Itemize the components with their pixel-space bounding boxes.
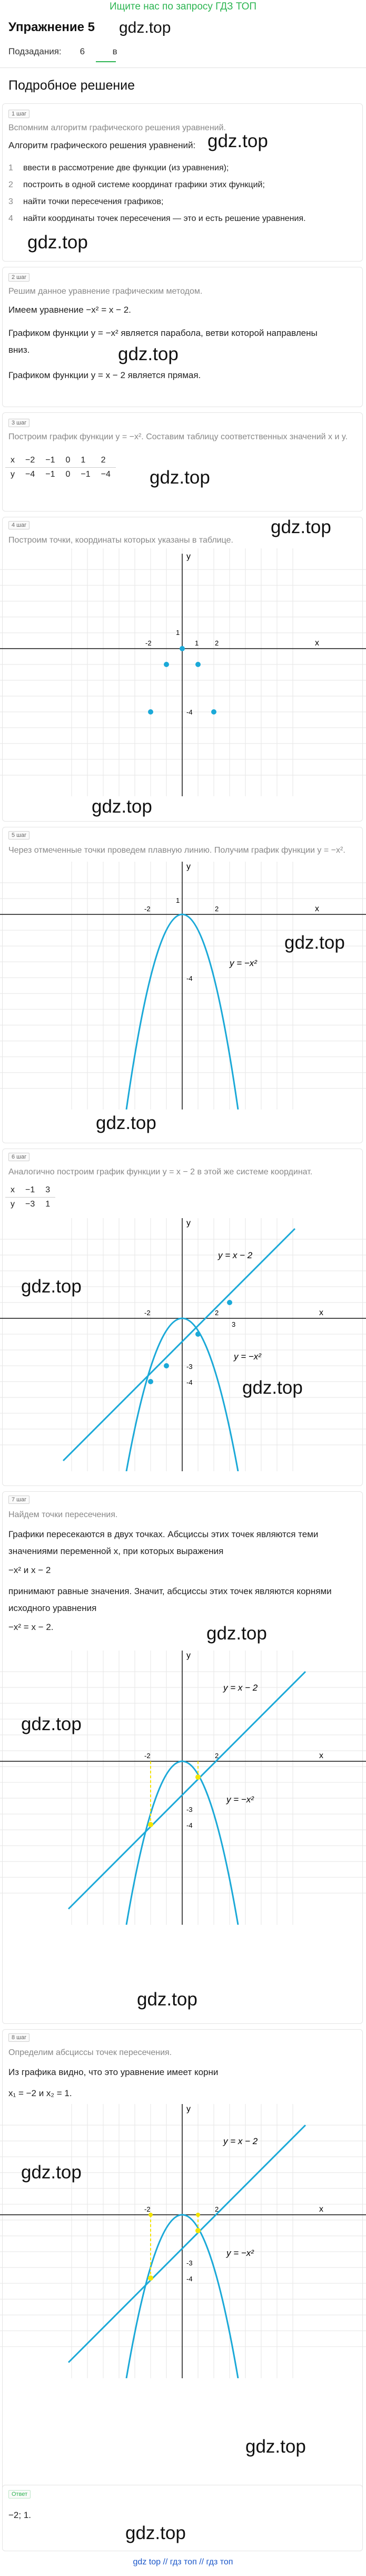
grid xyxy=(0,1218,366,1471)
watermark: gdz.top xyxy=(92,796,152,817)
tick-label: 2 xyxy=(215,1309,219,1317)
line-label: y = x − 2 xyxy=(223,1683,258,1693)
tick-label: 3 xyxy=(232,1320,236,1328)
line-label: y = x − 2 xyxy=(223,2136,258,2146)
algorithm-item xyxy=(8,197,163,207)
step-badge: 6 шаг xyxy=(8,1153,29,1161)
line-graph xyxy=(63,1229,295,1461)
tick-label: -2 xyxy=(144,905,151,913)
root-marker xyxy=(196,2213,200,2217)
tick-label: -4 xyxy=(186,1378,193,1386)
y-axis-label: y xyxy=(186,862,191,871)
point xyxy=(227,1300,232,1305)
tick-label: -3 xyxy=(186,1806,193,1813)
tick-label: 1 xyxy=(176,629,180,636)
divider xyxy=(0,67,366,68)
item-number: 2 xyxy=(8,180,13,189)
point xyxy=(148,1379,153,1384)
table-row xyxy=(5,454,116,468)
intersection-point xyxy=(195,2228,201,2233)
watermark: gdz.top xyxy=(207,131,268,151)
tick-label: -2 xyxy=(144,1752,151,1760)
grid xyxy=(0,1651,366,1925)
step-badge: 3 шаг xyxy=(8,419,29,427)
table-cell: −1 xyxy=(45,456,55,465)
step-1-intro: Вспомним алгоритм графического решения уравнений. xyxy=(8,123,226,132)
table-cell: −1 xyxy=(40,468,60,482)
x-axis-label: x xyxy=(319,1751,323,1760)
item-number: 1 xyxy=(8,163,13,172)
tick-label: 1 xyxy=(176,896,180,904)
step-badge: 4 шаг xyxy=(8,521,29,529)
table-header: y xyxy=(5,1198,20,1212)
table-header: x xyxy=(11,456,15,465)
y-axis-label: y xyxy=(186,1651,191,1660)
watermark: gdz.top xyxy=(27,232,88,253)
parabola-graph xyxy=(0,862,366,1109)
expressions-line: −x² и x − 2 xyxy=(8,1565,51,1575)
watermark: gdz.top xyxy=(21,1714,82,1734)
tick-label: -3 xyxy=(186,2259,193,2267)
roots-text: Из графика видно, что это уравнение имеет корни xyxy=(8,2067,219,2077)
line-graph xyxy=(68,1672,305,1909)
grid xyxy=(0,862,366,1109)
table-cell: −2 xyxy=(25,456,35,465)
reasoning-line: значениями переменной x, при которых выражения xyxy=(8,1546,224,1556)
y-axis-label: y xyxy=(186,2105,191,2114)
parabola-label: y = −x² xyxy=(226,2248,254,2258)
table-cell: −4 xyxy=(20,468,40,482)
table-cell: 0 xyxy=(61,468,76,482)
step-7-intro: Найдем точки пересечения. xyxy=(8,1510,118,1519)
grid xyxy=(0,2104,366,2378)
exercise-title: Упражнение 5 xyxy=(8,20,95,34)
tick-label: -4 xyxy=(186,1821,193,1829)
x-axis-label: x xyxy=(319,2205,323,2214)
answer-badge: Ответ xyxy=(8,2490,31,2498)
x-axis-label: x xyxy=(315,904,319,913)
point xyxy=(195,662,201,667)
parabola-label: y = −x² xyxy=(230,958,257,968)
subtask-label: Подзадания: xyxy=(8,46,62,56)
watermark: gdz.top xyxy=(150,467,210,488)
line-graph xyxy=(68,2125,305,2362)
step-2-intro: Решим данное уравнение графическим методом. xyxy=(8,287,203,296)
table-cell: −1 xyxy=(25,1185,35,1194)
roots-values: x₁ = −2 и x₂ = 1. xyxy=(8,2088,72,2098)
values-table xyxy=(5,454,116,481)
step-8-intro: Определим абсциссы точек пересечения. xyxy=(8,2048,172,2057)
step-badge: 5 шаг xyxy=(8,831,29,840)
intersection-point xyxy=(148,1822,153,1827)
algorithm-title: Алгоритм графического решения уравнений: xyxy=(8,140,196,150)
watermark: gdz.top xyxy=(271,517,331,537)
point xyxy=(211,709,216,715)
tick-label: -2 xyxy=(144,2205,151,2213)
roots-graph xyxy=(0,2104,366,2378)
tick-label: -2 xyxy=(144,1309,151,1317)
watermark: gdz.top xyxy=(245,2436,306,2457)
parabola-text-cont: вниз. xyxy=(8,345,30,355)
parabola-label: y = −x² xyxy=(226,1794,254,1805)
point xyxy=(195,1332,201,1337)
tick-label: 2 xyxy=(215,905,219,913)
subtask-option-selected[interactable]: в xyxy=(112,46,117,56)
step-badge: 7 шаг xyxy=(8,1496,29,1504)
step-badge: 2 шаг xyxy=(8,273,29,282)
table-cell: 0 xyxy=(65,456,71,465)
reasoning-line: принимают равные значения. Значит, абсциссы этих точек являются корнями xyxy=(8,1586,332,1596)
footer-links[interactable]: gdz top // гдз топ // гдз топ xyxy=(133,2558,233,2567)
intersection-graph-highlighted xyxy=(0,1651,366,1925)
tick-label: -3 xyxy=(186,1363,193,1371)
table-cell: −3 xyxy=(20,1198,40,1212)
parabola-label: y = −x² xyxy=(234,1352,261,1362)
algorithm-item xyxy=(8,214,306,224)
tick-label: 2 xyxy=(215,2205,219,2213)
points-graph xyxy=(0,548,366,796)
reasoning-line: исходного уравнения xyxy=(8,1603,97,1613)
table-cell: 2 xyxy=(101,456,106,465)
tick-label: 2 xyxy=(215,1752,219,1760)
step-badge: 8 шаг xyxy=(8,2033,29,2042)
point xyxy=(148,709,153,715)
item-number: 3 xyxy=(8,197,13,206)
step-6-intro: Аналогично построим график функции y = x − 2 в этой же системе координат. xyxy=(8,1168,313,1176)
y-axis-label: y xyxy=(186,552,191,561)
intersection-graph xyxy=(0,1218,366,1471)
watermark: gdz.top xyxy=(21,2162,82,2183)
x-axis-label: x xyxy=(315,639,319,648)
table-header: y xyxy=(5,468,20,482)
point xyxy=(164,662,169,667)
y-axis-label: y xyxy=(186,1219,191,1228)
tick-label: 2 xyxy=(215,639,219,647)
watermark: gdz.top xyxy=(125,2523,186,2543)
equation-line: Имеем уравнение −x² = x − 2. xyxy=(8,305,131,315)
search-promo-link[interactable]: Ищите нас по запросу ГДЗ ТОП xyxy=(109,1,257,12)
item-text: найти точки пересечения графиков; xyxy=(23,197,164,206)
algorithm-item xyxy=(8,163,229,173)
subtask-selector xyxy=(8,46,124,57)
table-header: x xyxy=(11,1185,15,1194)
tick-label: -4 xyxy=(186,708,193,716)
table-cell: 1 xyxy=(40,1198,55,1212)
parabola-text: Графиком функции y = −x² является парабола, ветви которой направлены xyxy=(8,328,318,338)
item-number: 4 xyxy=(8,214,13,223)
step-5-intro: Через отмеченные точки проведем плавную линию. Получим график функции y = −x². xyxy=(8,846,345,855)
step-3-intro: Построим график функции y = −x². Составим таблицу соответственных значений x и y. xyxy=(8,432,348,441)
table-row xyxy=(5,1198,55,1212)
tick-label: -2 xyxy=(145,639,152,647)
tick-label: -4 xyxy=(186,2275,193,2283)
point xyxy=(180,646,185,651)
line-label: y = x − 2 xyxy=(218,1250,253,1260)
watermark: gdz.top xyxy=(242,1377,303,1398)
table-cell: −4 xyxy=(96,468,116,482)
tick-label: 1 xyxy=(195,639,199,647)
table-row xyxy=(5,468,116,482)
root-marker xyxy=(149,2213,153,2217)
watermark: gdz.top xyxy=(137,1989,197,2010)
step-4-intro: Построим точки, координаты которых указаны в таблице. xyxy=(8,536,233,545)
tick-label: -4 xyxy=(186,975,193,982)
step-badge: 1 шаг xyxy=(8,110,29,118)
item-text: найти координаты точек пересечения — это и есть решение уравнения. xyxy=(23,214,306,223)
point xyxy=(164,1363,169,1368)
subtask-underline xyxy=(96,61,116,62)
equation-line: −x² = x − 2. xyxy=(8,1622,54,1632)
watermark: gdz.top xyxy=(96,1113,156,1133)
algorithm-item xyxy=(8,180,265,190)
subtask-option[interactable]: 6 xyxy=(80,46,85,56)
item-text: ввести в рассмотрение две функции (из уравнения); xyxy=(23,163,229,172)
table-cell: 3 xyxy=(45,1185,51,1194)
reasoning-line: Графики пересекаются в двух точках. Абсциссы этих точек являются теми xyxy=(8,1529,319,1539)
x-axis-label: x xyxy=(319,1308,323,1317)
watermark: gdz.top xyxy=(119,19,171,36)
watermark: gdz.top xyxy=(118,344,179,364)
values-table xyxy=(5,1183,55,1211)
watermark: gdz.top xyxy=(21,1276,82,1297)
grid xyxy=(0,548,366,796)
table-row xyxy=(5,1183,55,1198)
solution-heading: Подробное решение xyxy=(8,78,135,93)
intersection-point xyxy=(148,2275,153,2281)
table-cell: 1 xyxy=(81,456,86,465)
line-text: Графиком функции y = x − 2 является прямая. xyxy=(8,370,201,380)
item-text: построить в одной системе координат графики этих функций; xyxy=(23,180,265,189)
table-cell: −1 xyxy=(75,468,95,482)
intersection-point xyxy=(195,1774,201,1780)
watermark: gdz.top xyxy=(284,932,345,953)
watermark: gdz.top xyxy=(206,1623,267,1644)
answer-value: −2; 1. xyxy=(8,2510,32,2520)
